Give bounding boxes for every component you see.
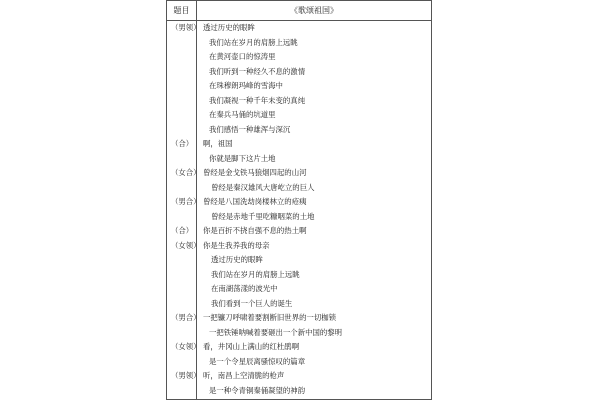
poem-line xyxy=(167,50,431,65)
poem-line xyxy=(167,210,431,225)
speaker-label: （女合） xyxy=(171,168,201,177)
verse-text: 一把铁锤呐喊着要砸出一个新中国的黎明 xyxy=(209,327,343,337)
verse-text: 你就是脚下这片土地 xyxy=(209,153,276,163)
poem-line xyxy=(167,224,431,239)
poem-line xyxy=(167,340,431,355)
title-label: 题目 xyxy=(167,1,197,20)
poem-line xyxy=(167,239,431,254)
verse-text: 我们站在岁月的肩膀上远眺 xyxy=(211,269,300,279)
table-header xyxy=(167,1,431,21)
poem-line xyxy=(167,326,431,341)
verse-text: 在秦兵马俑的坑道里 xyxy=(209,110,276,119)
poem-line xyxy=(167,369,431,384)
verse-text: 曾经是秦汉雄风大唐屹立的巨人 xyxy=(211,182,315,192)
speaker-label: （男合） xyxy=(171,313,201,322)
speaker-label: （女领） xyxy=(171,240,201,250)
verse-text: 是一种令青铜秦俑凝望的神韵 xyxy=(209,385,306,395)
poem-line xyxy=(167,65,431,80)
poem-line xyxy=(167,152,431,167)
speaker-label: （女领） xyxy=(171,342,201,351)
verse-text: 我们看到一个巨人的诞生 xyxy=(211,298,293,308)
verse-text: 是一个令星辰离骚惊叹的篇章 xyxy=(209,356,306,366)
verse-text: 曾经是八国洗劫岗楼林立的疮痍 xyxy=(203,197,307,206)
poem-line xyxy=(167,137,431,152)
verse-text: 透过历史的眼眸 xyxy=(203,23,255,32)
poem-line xyxy=(167,181,431,196)
poem-line xyxy=(167,123,431,138)
verse-text: 我们感悟一种雄浑与深沉 xyxy=(209,124,291,134)
speaker-label: （男合） xyxy=(171,197,201,206)
poem-line xyxy=(167,253,431,268)
verse-text: 听，南昌上空清脆的枪声 xyxy=(203,371,285,380)
speaker-label: （合） xyxy=(171,226,194,235)
verse-text: 啊，祖国 xyxy=(203,139,233,148)
poem-line xyxy=(167,311,431,326)
poem-line xyxy=(167,355,431,370)
poem-body xyxy=(167,21,431,398)
poem-line xyxy=(167,384,431,399)
verse-text: 你是生我养我的母亲 xyxy=(203,240,270,250)
poem-title: 《歌颂祖国》 xyxy=(290,6,338,15)
poem-line xyxy=(167,36,431,51)
poem-line xyxy=(167,282,431,297)
poem-line xyxy=(167,166,431,181)
poem-line xyxy=(167,195,431,210)
verse-text: 曾经是金戈铁马狼烟四起的山河 xyxy=(203,168,307,177)
verse-text: 看，井冈山上满山的红杜鹃啊 xyxy=(203,342,300,351)
verse-text: 在南湖荡漾的波光中 xyxy=(211,284,278,293)
poem-line xyxy=(167,297,431,312)
verse-text: 你是百折不挠自强不息的热土啊 xyxy=(203,226,307,235)
verse-text: 在珠穆朗玛峰的雪海中 xyxy=(209,81,283,90)
poem-line xyxy=(167,79,431,94)
poem-line xyxy=(167,268,431,283)
verse-text: 透过历史的眼眸 xyxy=(211,255,263,264)
poem-line xyxy=(167,94,431,109)
speaker-label: （男领） xyxy=(171,371,201,380)
verse-text: 我们站在岁月的肩膀上远眺 xyxy=(209,37,298,47)
verse-text: 在黄河壶口的惊涛里 xyxy=(209,52,276,61)
verse-text: 我们凝视一种千年未变的真纯 xyxy=(209,95,306,105)
verse-text: 曾经是赤地千里吃糠咽菜的土地 xyxy=(211,211,315,221)
verse-text: 我们听到一种经久不息的激情 xyxy=(209,66,306,76)
speaker-label: （合） xyxy=(171,139,194,148)
verse-text: 一把镰刀呼啸着要割断旧世界的一切枷锁 xyxy=(203,313,337,322)
speaker-label: （男领） xyxy=(171,23,201,32)
poem-line xyxy=(167,21,431,36)
poem-line xyxy=(167,108,431,123)
poem-table xyxy=(166,0,432,400)
